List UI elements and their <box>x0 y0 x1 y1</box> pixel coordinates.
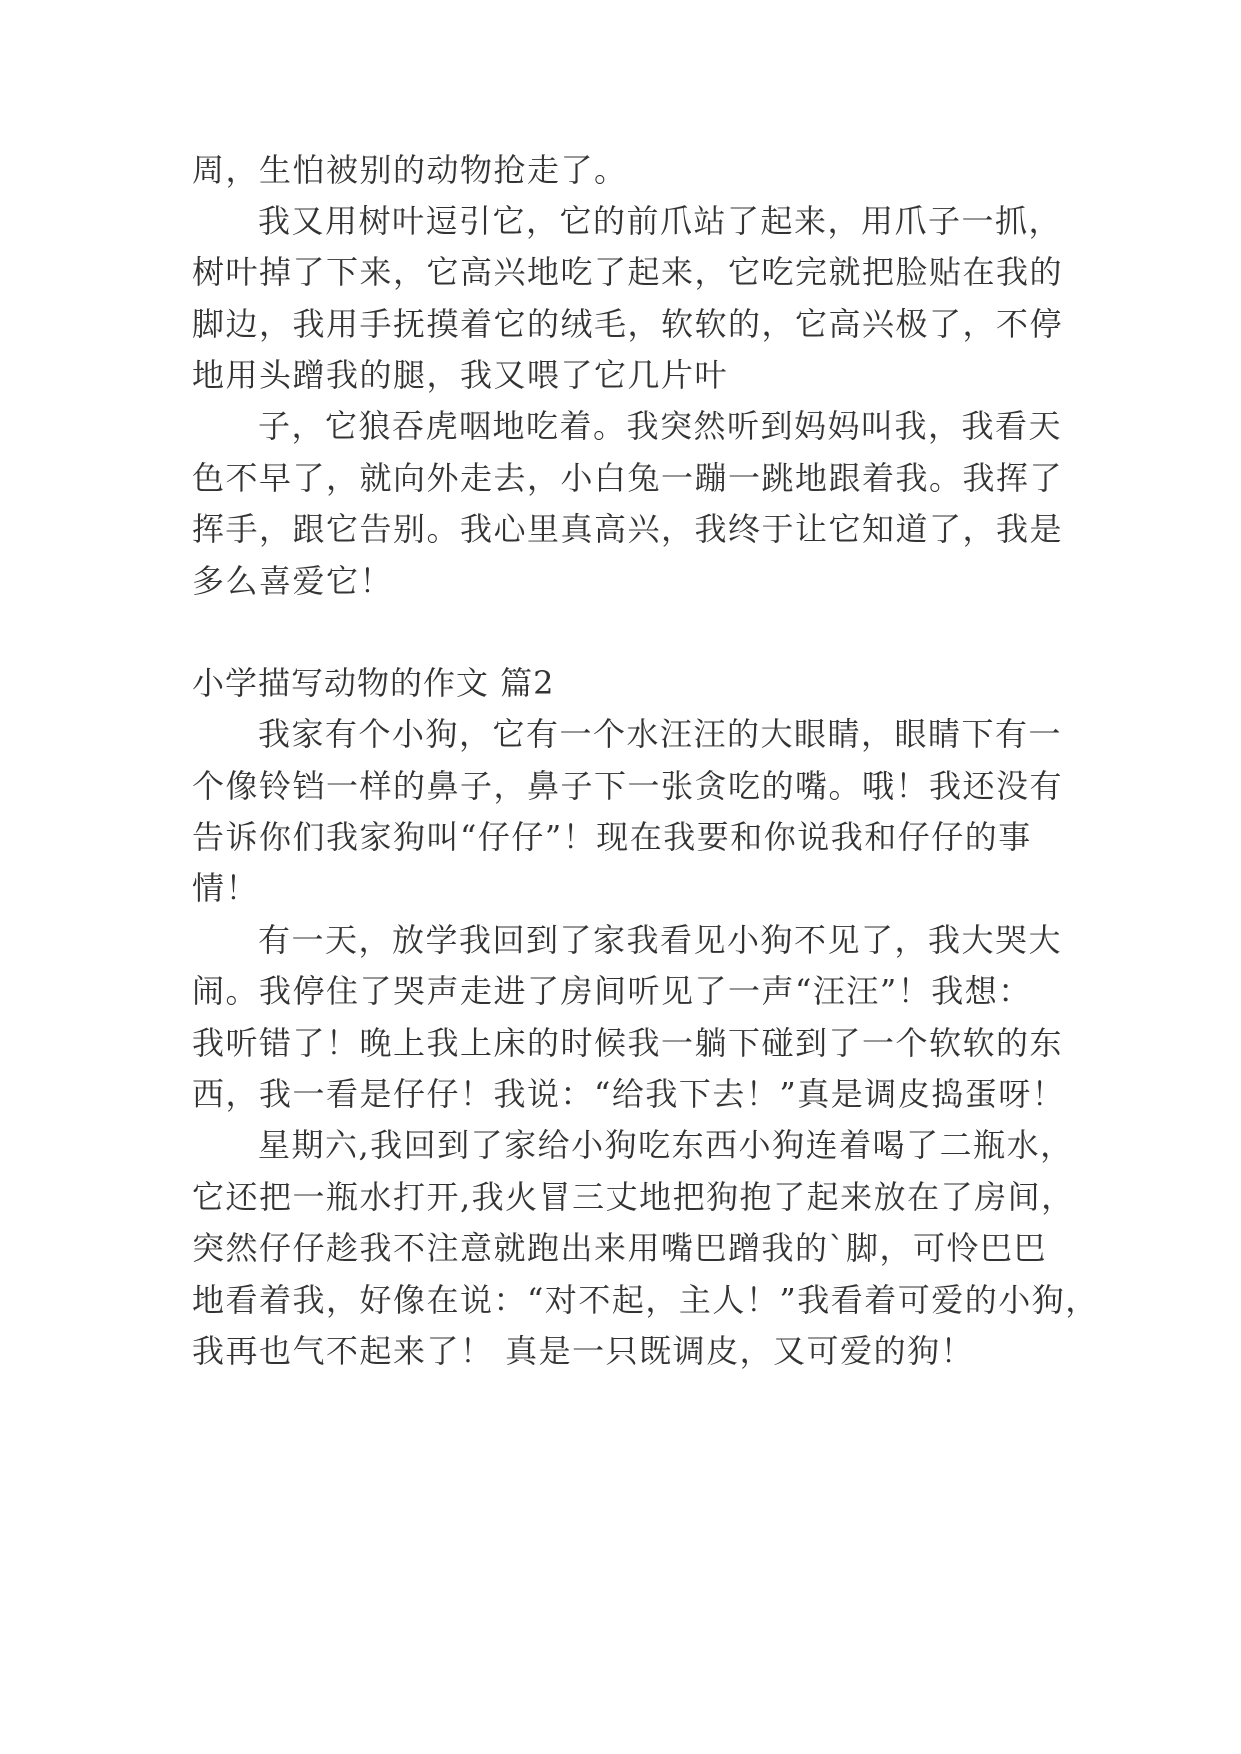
text-line: 地看着我，好像在说：“对不起，主人！”我看着可爱的小狗， <box>192 1281 1099 1319</box>
text-line: 周，生怕被别的动物抢走了。 <box>192 151 628 189</box>
text-line: 个像铃铛一样的鼻子，鼻子下一张贪吃的嘴。哦！我还没有 <box>192 767 1064 805</box>
paragraph-start-line: 星期六,我回到了家给小狗吃东西小狗连着喝了二瓶水， <box>258 1126 1074 1164</box>
text-line: 多么喜爱它！ <box>192 562 394 600</box>
text-line: 地用头蹭我的腿，我又喂了它几片叶 <box>192 356 729 394</box>
text-line: 色不早了，就向外走去，小白兔一蹦一跳地跟着我。我挥了 <box>192 459 1064 497</box>
text-line: 树叶掉了下来，它高兴地吃了起来，它吃完就把脸贴在我的 <box>192 253 1064 291</box>
text-line: 我再也气不起来了！ 真是一只既调皮，又可爱的狗！ <box>192 1332 975 1370</box>
text-line: 告诉你们我家狗叫“仔仔”！现在我要和你说我和仔仔的事 <box>192 818 1032 856</box>
text-line: 脚边，我用手抚摸着它的绒毛，软软的，它高兴极了，不停 <box>192 305 1064 343</box>
text-line: 它还把一瓶水打开,我火冒三丈地把狗抱了起来放在了房间， <box>192 1178 1075 1216</box>
text-line: 挥手，跟它告别。我心里真高兴，我终于让它知道了，我是 <box>192 510 1064 548</box>
text-line: 突然仔仔趁我不注意就跑出来用嘴巴蹭我的`脚，可怜巴巴 <box>192 1229 1048 1267</box>
section-heading: 小学描写动物的作文 篇2 <box>192 664 555 702</box>
paragraph-start-line: 子，它狼吞虎咽地吃着。我突然听到妈妈叫我，我看天 <box>258 407 1063 445</box>
text-line: 情！ <box>192 869 260 907</box>
text-line: 西，我一看是仔仔！我说：“给我下去！”真是调皮捣蛋呀！ <box>192 1075 1066 1113</box>
text-line: 我听错了！晚上我上床的时候我一躺下碰到了一个软软的东 <box>192 1024 1064 1062</box>
paragraph-start-line: 我家有个小狗，它有一个水汪汪的大眼睛，眼睛下有一 <box>258 715 1063 753</box>
paragraph-start-line: 有一天，放学我回到了家我看见小狗不见了，我大哭大 <box>258 921 1063 959</box>
paragraph-start-line: 我又用树叶逗引它，它的前爪站了起来，用爪子一抓， <box>258 202 1063 240</box>
text-line: 闹。我停住了哭声走进了房间听见了一声“汪汪”！我想： <box>192 972 1032 1010</box>
